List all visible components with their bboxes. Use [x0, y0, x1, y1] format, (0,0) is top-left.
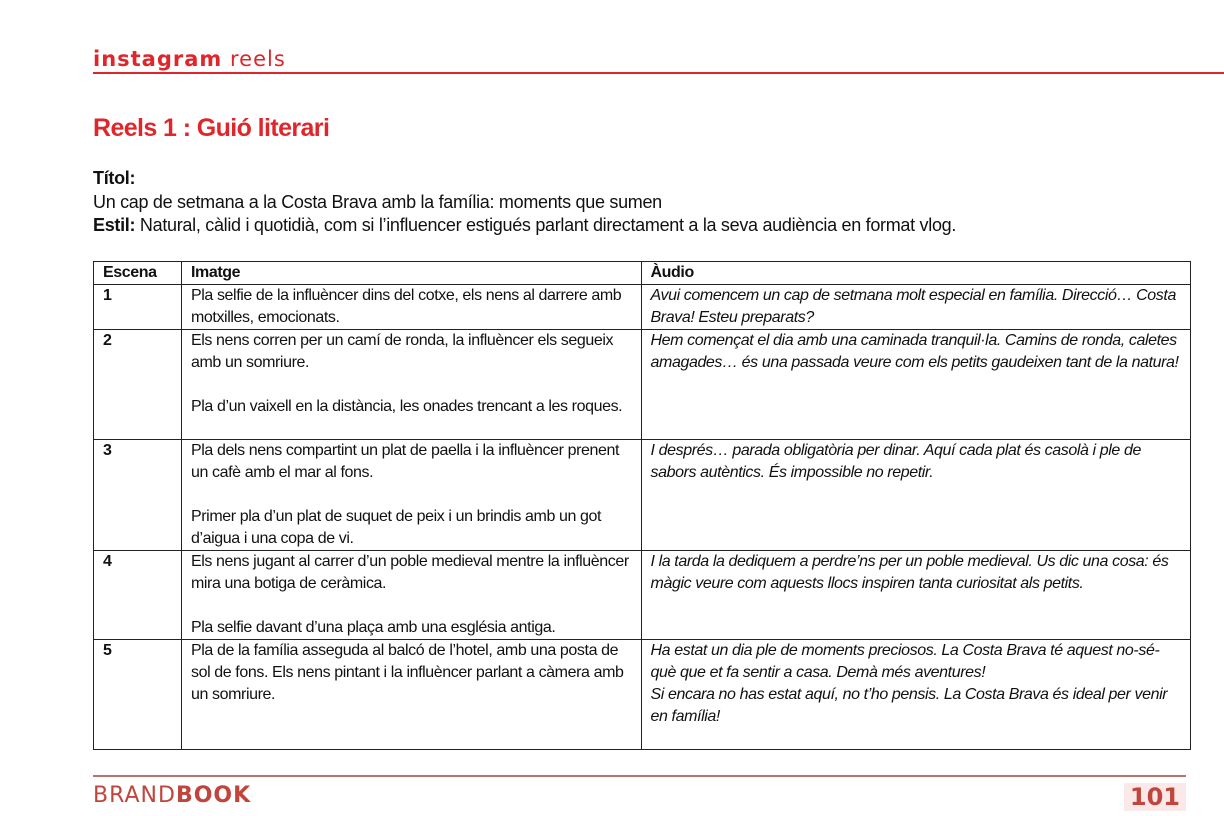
audio-text: Ha estat un dia ple de moments preciosos. La Costa Brava té aquest no-sé-què que et fa sentir a casa. Demà més aventures! [650, 642, 1160, 681]
script-table [93, 261, 1191, 750]
column-header-scene: Escena [94, 262, 182, 285]
audio-text: Si encara no has estat aquí, no t’ho pensis. La Costa Brava és ideal per venir en família! [650, 686, 1168, 725]
script-meta [93, 167, 956, 238]
scene-number: 4 [94, 551, 182, 640]
audio-cell [641, 330, 1190, 440]
image-text: Pla selfie de la influèncer dins del cotxe, els nens al darrere amb motxilles, emocionats. [190, 287, 622, 326]
table-row [94, 330, 1191, 440]
title-value: Un cap de setmana a la Costa Brava amb la família: moments que sumen [93, 191, 662, 212]
table-row [94, 285, 1191, 330]
image-cell [181, 551, 641, 640]
brandbook-logo [93, 783, 251, 809]
image-cell [181, 440, 641, 551]
image-text: Pla de la família asseguda al balcó de l’hotel, amb una posta de sol de fons. Els nens pintant i la influèncer parlant a càmera amb un somriure. [190, 642, 624, 703]
section-header [93, 46, 286, 72]
audio-cell [641, 551, 1190, 640]
footer-rule [93, 775, 1186, 777]
column-header-audio: Àudio [641, 262, 1190, 285]
title-label: Títol: [93, 168, 136, 188]
audio-text: Avui comencem un cap de setmana molt especial en família. Direcció… Costa Brava! Esteu preparats? [650, 287, 1176, 326]
page-number: 101 [1124, 783, 1186, 811]
style-label: Estil: [93, 215, 136, 235]
image-text: Pla selfie davant d’una plaça amb una església antiga. [190, 619, 556, 636]
scene-number: 3 [94, 440, 182, 551]
image-cell [181, 330, 641, 440]
section-header-bold: instagram [93, 47, 223, 71]
image-cell [181, 640, 641, 750]
scene-number: 5 [94, 640, 182, 750]
image-cell [181, 285, 641, 330]
audio-cell [641, 440, 1190, 551]
header-rule [93, 72, 1224, 74]
audio-text: I després… parada obligatòria per dinar. Aquí cada plat és casolà i ple de sabors autèntics. És impossible no repetir. [650, 442, 1141, 481]
audio-text: I la tarda la dediquem a perdre’ns per un poble medieval. Us dic una cosa: és màgic veure com aquests llocs inspiren tanta curiositat als petits. [650, 553, 1169, 592]
column-header-image: Imatge [181, 262, 641, 285]
scene-number: 1 [94, 285, 182, 330]
image-text: Pla dels nens compartint un plat de paella i la influèncer prenent un cafè amb el mar al fons. [190, 442, 620, 481]
image-text: Els nens corren per un camí de ronda, la influèncer els segueix amb un somriure. [190, 332, 614, 371]
audio-cell [641, 640, 1190, 750]
scene-number: 2 [94, 330, 182, 440]
brand-bold: BOOK [175, 783, 252, 808]
style-line [93, 214, 956, 238]
section-header-light: reels [230, 47, 286, 71]
brand-light: BRAND [93, 783, 176, 808]
audio-cell [641, 285, 1190, 330]
table-row [94, 640, 1191, 750]
page-title: Reels 1 : Guió literari [93, 114, 330, 142]
style-value: Natural, càlid i quotidià, com si l’influencer estigués parlant directament a la seva audiència en format vlog. [135, 215, 957, 235]
image-text: Els nens jugant al carrer d’un poble medieval mentre la influèncer mira una botiga de ceràmica. [190, 553, 629, 592]
table-row [94, 551, 1191, 640]
audio-text: Hem començat el dia amb una caminada tranquil·la. Camins de ronda, caletes amagades… és una passada veure com els petits gaudeixen tant de la natura! [650, 332, 1179, 371]
image-text: Pla d’un vaixell en la distància, les onades trencant a les roques. [190, 398, 623, 415]
table-header-row [94, 262, 1191, 285]
image-text: Primer pla d’un plat de suquet de peix i un brindis amb un got d’aigua i una copa de vi. [190, 508, 602, 547]
table-row [94, 440, 1191, 551]
